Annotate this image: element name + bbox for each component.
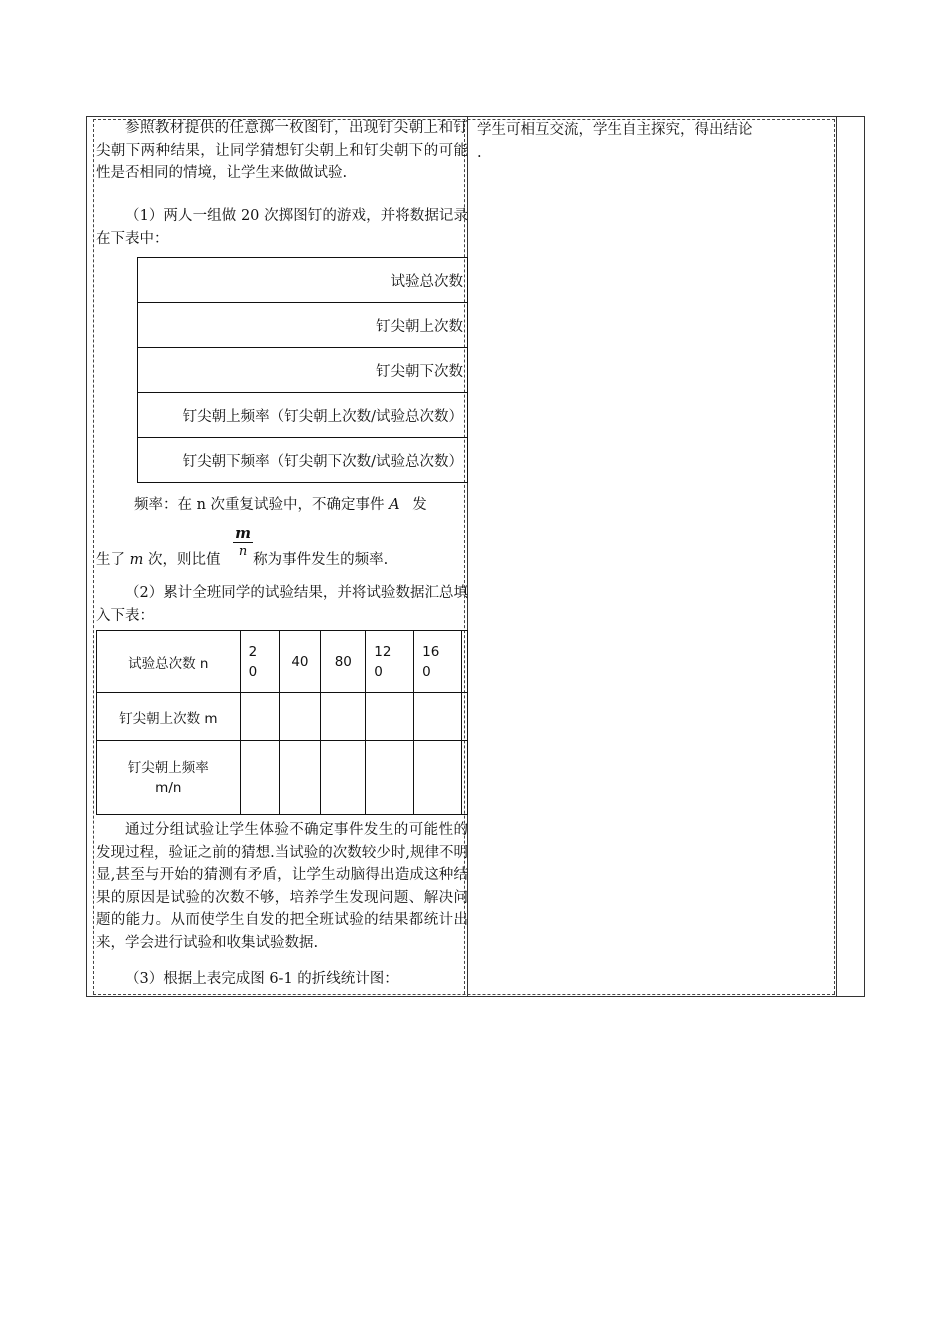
t2-label-m: 钉尖朝上次数 m	[97, 693, 241, 741]
t2-cell	[414, 693, 462, 741]
dashed-frame-right	[834, 119, 835, 994]
t2-cell	[279, 741, 321, 815]
t1-row-down: 钉尖朝下次数	[138, 348, 468, 393]
frequency-definition-line2	[96, 549, 468, 572]
dashed-frame-bottom	[93, 994, 835, 995]
class-summary-table	[96, 630, 468, 815]
freq-fa: 发	[412, 497, 427, 513]
individual-trial-table	[137, 257, 468, 483]
freq-line1-text: 频率：在 n 次重复试验中，不确定事件	[134, 497, 385, 513]
t2-label-freq: 钉尖朝上频率 m/n	[97, 741, 241, 815]
fraction-numerator: m	[233, 524, 253, 543]
t1-row-up: 钉尖朝上次数	[138, 303, 468, 348]
t2-cell	[240, 741, 279, 815]
fraction-denominator: n	[238, 544, 248, 559]
step1-paragraph: （1）两人一组做 20 次掷图钉的游戏，并将数据记录在下表中：	[96, 208, 468, 247]
t2-cell	[461, 741, 467, 815]
summary-paragraph: 通过分组试验让学生体验不确定事件发生的可能性的发现过程，验证之前的猜想.当试验的次数较少时,规律不明显,甚至与开始的猜测有矛盾，让学生动脑得出造成这种结果的原因是试验的次数不够，培养学生发现问题、解决问题的能力。从而使学生自发的把全班试验的结果都统计出来，学会进行试验和收集试验数据.	[96, 822, 468, 951]
t2-cell	[461, 693, 467, 741]
t2-n-160: 16 0	[414, 631, 462, 693]
freq-line2-b: 次，则比值	[147, 552, 221, 568]
intro-paragraph: 参照教材提供的任意掷一枚图钉，出现钉尖朝上和钉尖朝下两种结果，让同学猜想钉尖朝上和钉尖朝下的可能性是否相同的情境，让学生来做做试验.	[96, 120, 468, 181]
step3-paragraph: （3）根据上表完成图 6-1 的折线统计图：	[125, 971, 399, 987]
t2-n-20: 2 0	[240, 631, 279, 693]
student-activity-line2: .	[477, 144, 482, 161]
student-activity-text	[477, 119, 817, 164]
step2-paragraph: （2）累计全班同学的试验结果，并将试验数据汇总填入下表：	[96, 585, 468, 624]
t2-cell	[414, 741, 462, 815]
event-a: A	[389, 497, 400, 513]
freq-line2-c: 称为事件发生的频率.	[253, 552, 389, 568]
t2-cell	[279, 693, 321, 741]
freq-line2-a: 生了	[96, 552, 125, 568]
t1-row-total: 试验总次数	[138, 258, 468, 303]
var-m: m	[129, 552, 144, 568]
dashed-frame-left	[93, 119, 94, 994]
t2-cell	[366, 741, 414, 815]
t1-row-down-freq: 钉尖朝下频率（钉尖朝下次数/试验总次数）	[138, 438, 468, 483]
t2-cell	[321, 741, 366, 815]
t2-cell	[321, 693, 366, 741]
t2-n-80: 80	[321, 631, 366, 693]
lesson-table	[86, 116, 865, 997]
t2-cell	[240, 693, 279, 741]
student-activity-line1: 学生可相互交流，学生自主探究，得出结论	[477, 122, 753, 138]
t2-n-120: 12 0	[366, 631, 414, 693]
t2-n-40: 40	[279, 631, 321, 693]
t2-label-n: 试验总次数 n	[97, 631, 241, 693]
t2-cell	[366, 693, 414, 741]
t1-row-up-freq: 钉尖朝上频率（钉尖朝上次数/试验总次数）	[138, 393, 468, 438]
t2-n-cut	[461, 631, 467, 693]
frequency-definition-line1	[96, 494, 468, 517]
column-divider-2	[836, 117, 837, 996]
